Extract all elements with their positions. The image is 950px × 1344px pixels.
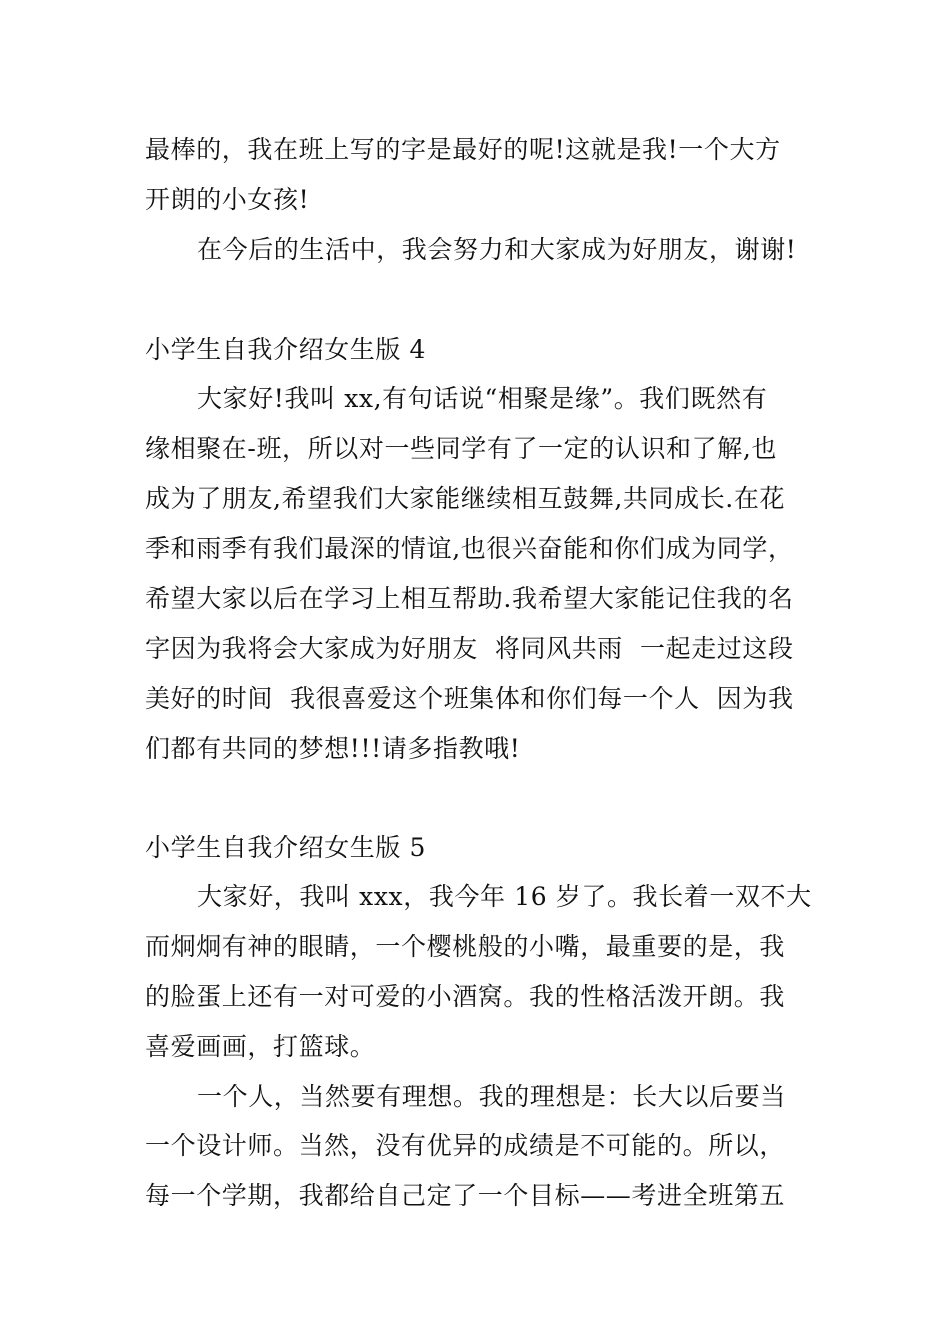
section-heading: 小学生自我介绍女生版 4: [145, 335, 427, 364]
text-line: 字因为我将会大家成为好朋友 将同风共雨 一起走过这段: [145, 634, 794, 663]
text-line: 美好的时间 我很喜爱这个班集体和你们每一个人 因为我: [145, 684, 794, 713]
text-line: 成为了朋友,希望我们大家能继续相互鼓舞,共同成长.在花: [145, 484, 786, 513]
text-line: 缘相聚在-班，所以对一些同学有了一定的认识和了解,也: [145, 434, 777, 463]
text-line: 的脸蛋上还有一对可爱的小酒窝。我的性格活泼开朗。我: [145, 982, 786, 1011]
text-line: 一个设计师。当然，没有优异的成绩是不可能的。所以，: [145, 1131, 786, 1160]
text-line: 开朗的小女孩!: [145, 185, 310, 214]
text-line: 而炯炯有神的眼睛，一个樱桃般的小嘴，最重要的是，我: [145, 932, 786, 961]
text-line: 最棒的，我在班上写的字是最好的呢!这就是我!一个大方: [145, 135, 781, 164]
text-line: 每一个学期，我都给自己定了一个目标——考进全班第五: [145, 1181, 786, 1210]
text-line: 一个人，当然要有理想。我的理想是：长大以后要当: [197, 1082, 786, 1111]
section-heading: 小学生自我介绍女生版 5: [145, 833, 427, 862]
text-line: 大家好，我叫 xxx，我今年 16 岁了。我长着一双不大: [197, 882, 812, 911]
text-line: 在今后的生活中，我会努力和大家成为好朋友，谢谢!: [197, 235, 797, 264]
text-line: 希望大家以后在学习上相互帮助.我希望大家能记住我的名: [145, 584, 794, 613]
text-line: 喜爱画画，打篮球。: [145, 1032, 376, 1061]
text-line: 们都有共同的梦想!!!请多指教哦!: [145, 734, 521, 763]
text-line: 季和雨季有我们最深的情谊,也很兴奋能和你们成为同学，: [145, 534, 794, 563]
text-line: 大家好!我叫 xx,有句话说“相聚是缘”。我们既然有: [197, 384, 768, 413]
